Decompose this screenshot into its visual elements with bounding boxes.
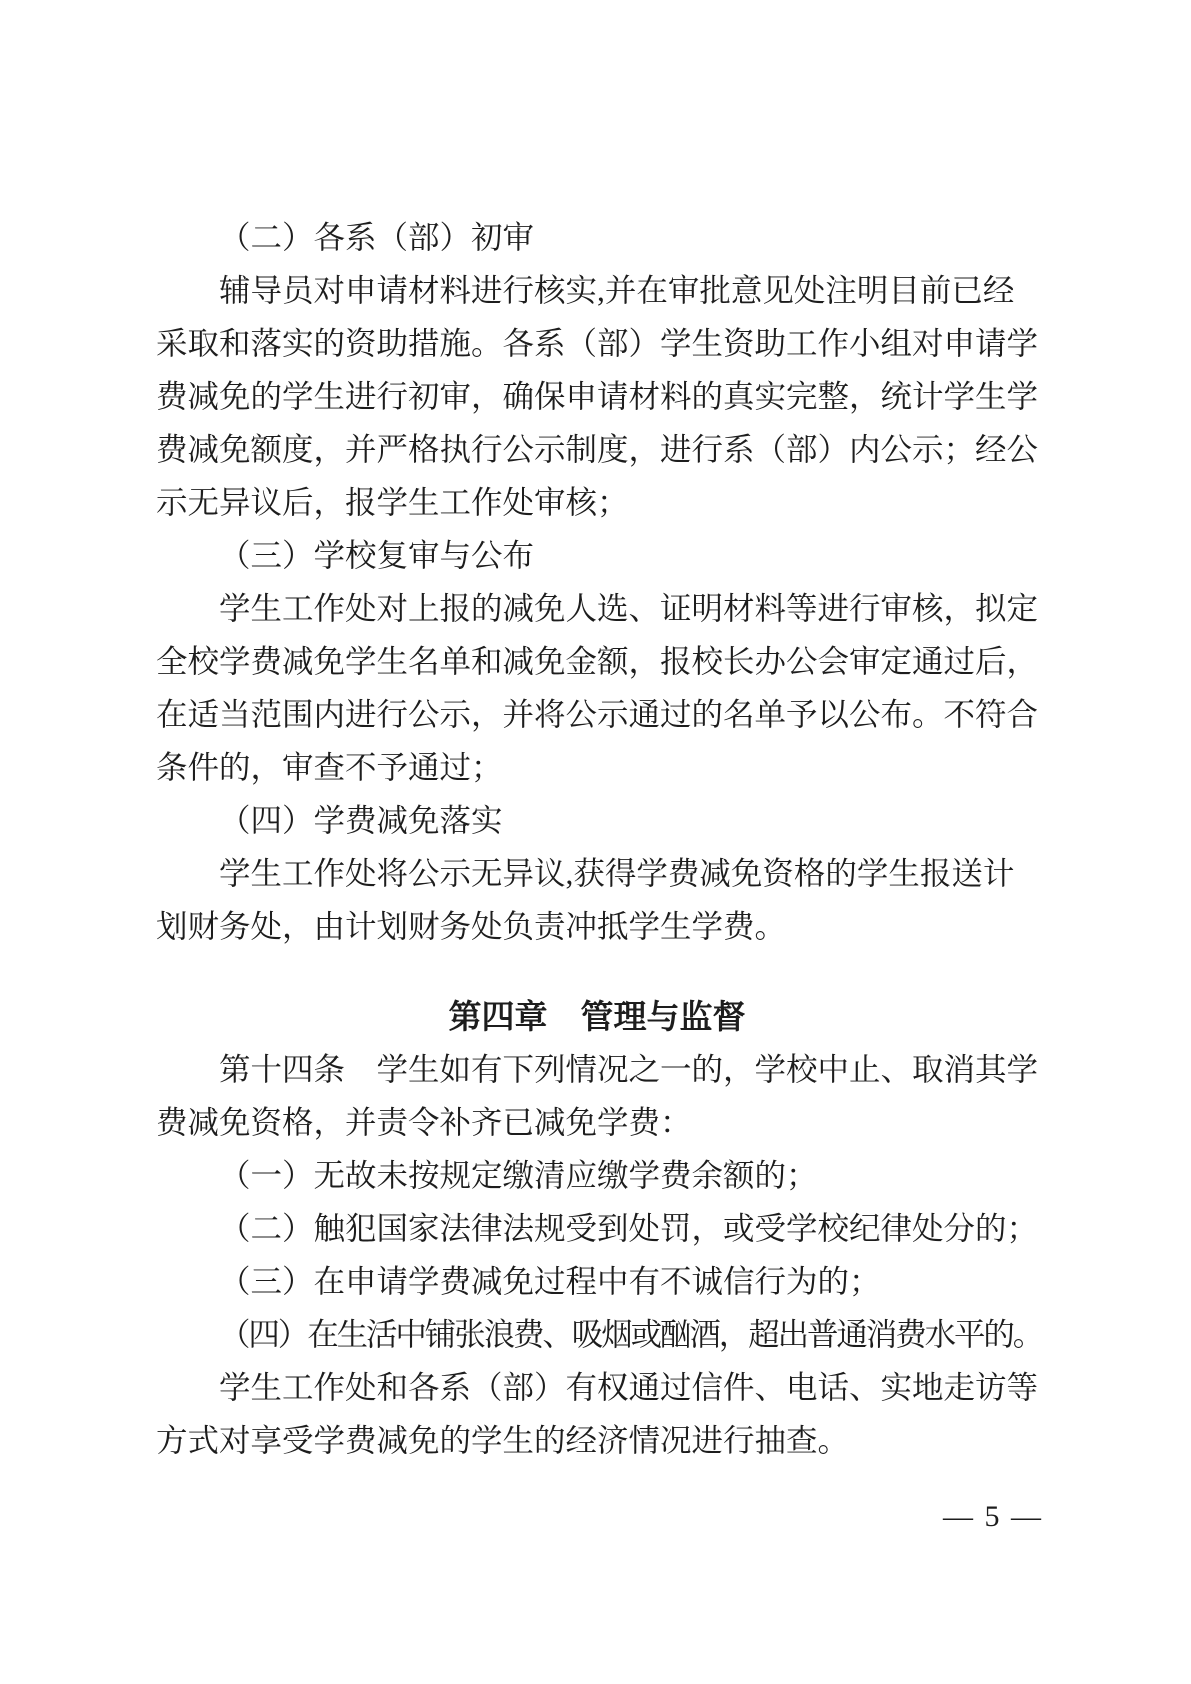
paragraph-line: 示无异议后，报学生工作处审核； [156,485,629,520]
paragraph-line: 学生工作处将公示无异议,获得学费减免资格的学生报送计 [219,856,1015,891]
article-line: 费减免资格，并责令补齐已减免学费： [156,1105,692,1140]
paragraph-line: 费减免的学生进行初审，确保申请材料的真实完整，统计学生学 [156,379,1039,414]
chapter-heading: 第四章 管理与监督 [448,998,746,1035]
list-item-line: （二）触犯国家法律法规受到处罚，或受学校纪律处分的； [219,1211,1039,1246]
paragraph-line: 划财务处，由计划财务处负责冲抵学生学费。 [156,909,787,944]
subsection-heading-b: （二）各系（部）初审 [219,220,535,255]
list-item-line: （四）在生活中铺张浪费、吸烟或酗酒，超出普通消费水平的。 [219,1317,1043,1352]
list-item-line: （一）无故未按规定缴清应缴学费余额的； [219,1158,818,1193]
paragraph-line: 辅导员对申请材料进行核实,并在审批意见处注明目前已经 [219,273,1015,308]
paragraph-line: 学生工作处和各系（部）有权通过信件、电话、实地走访等 [219,1370,1039,1405]
list-item-line: （三）在申请学费减免过程中有不诚信行为的； [219,1264,881,1299]
paragraph-line: 采取和落实的资助措施。各系（部）学生资助工作小组对申请学 [156,326,1039,361]
subsection-heading-d: （四）学费减免落实 [219,803,503,838]
paragraph-line: 费减免额度，并严格执行公示制度，进行系（部）内公示；经公 [156,432,1039,467]
paragraph-line: 全校学费减免学生名单和减免金额，报校长办公会审定通过后， [156,644,1039,679]
document-content [156,211,1043,1467]
paragraph-line: 学生工作处对上报的减免人选、证明材料等进行审核，拟定 [219,591,1039,626]
paragraph-line: 在适当范围内进行公示，并将公示通过的名单予以公布。不符合 [156,697,1039,732]
page-number: — 5 — [943,1500,1043,1533]
paragraph-line: 条件的，审查不予通过； [156,750,503,785]
paragraph-line: 方式对享受学费减免的学生的经济情况进行抽查。 [156,1423,850,1458]
subsection-heading-c: （三）学校复审与公布 [219,538,535,573]
article-line: 第十四条 学生如有下列情况之一的，学校中止、取消其学 [219,1052,1039,1087]
